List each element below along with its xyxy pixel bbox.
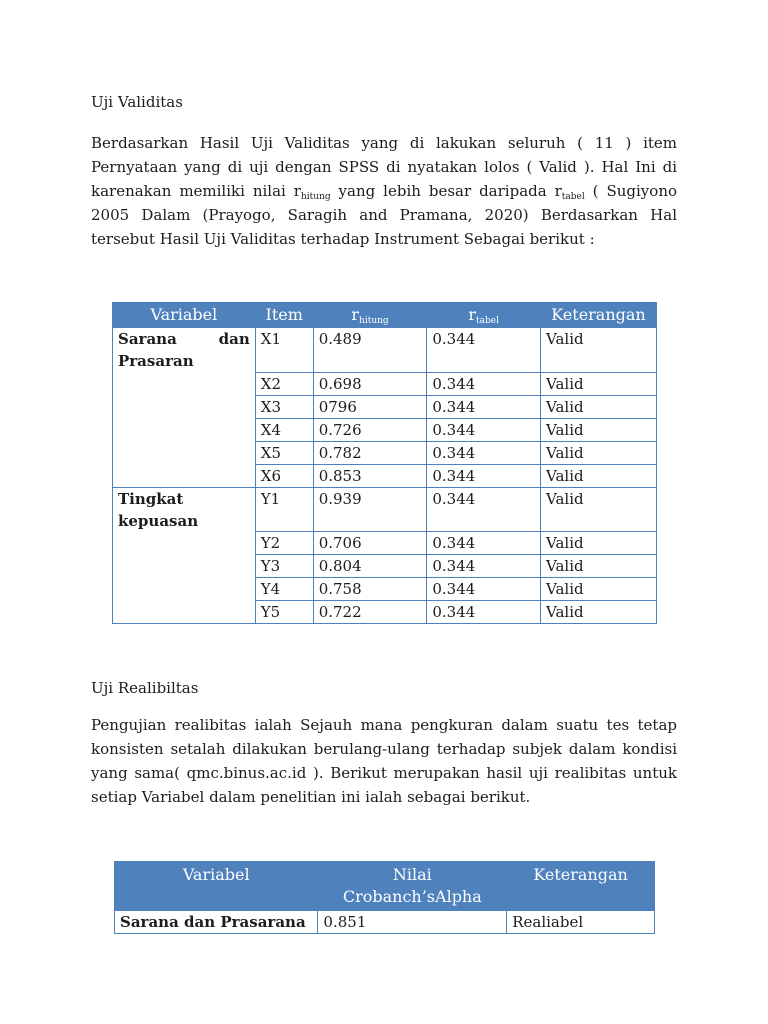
table-row (113, 578, 657, 601)
header-keterangan: Keterangan (541, 303, 657, 328)
r-hitung-cell: 0.782 (313, 441, 427, 464)
r-hitung-cell: 0.804 (313, 555, 427, 578)
paragraph-validitas (91, 131, 677, 251)
r-hitung-cell: 0.706 (313, 532, 427, 555)
validity-table-header (113, 303, 657, 328)
header-variabel: Variabel (113, 303, 256, 328)
keterangan-cell: Valid (541, 395, 657, 418)
r-hitung-subscript: hitung (300, 192, 331, 202)
r-tabel-cell: 0.344 (427, 464, 541, 487)
r-hitung-cell: 0.698 (313, 372, 427, 395)
table-row (113, 487, 657, 532)
table-row (113, 372, 657, 395)
variabel-cell-tingkat-kepuasan: Tingkat kepuasan (113, 487, 256, 532)
r-tabel-cell: 0.344 (427, 555, 541, 578)
table-row (113, 601, 657, 624)
r-hitung-cell: 0.939 (313, 487, 427, 532)
item-cell: Y2 (255, 532, 313, 555)
item-cell: X3 (255, 395, 313, 418)
reliability-table-header (115, 862, 655, 911)
header-nilai: Nilai Crobanch’sAlpha (318, 862, 507, 911)
keterangan-cell: Valid (541, 532, 657, 555)
item-cell: Y5 (255, 601, 313, 624)
item-cell: X4 (255, 418, 313, 441)
item-cell: Y1 (255, 487, 313, 532)
r-hitung-cell: 0.758 (313, 578, 427, 601)
r-tabel-subscript: tabel (561, 192, 585, 202)
keterangan-cell: Realiabel (507, 911, 655, 934)
r-tabel-cell: 0.344 (427, 487, 541, 532)
r-hitung-cell: 0.853 (313, 464, 427, 487)
reliability-table (114, 861, 655, 934)
r-tabel-cell: 0.344 (427, 372, 541, 395)
keterangan-cell: Valid (541, 372, 657, 395)
table-row (113, 395, 657, 418)
r-tabel-cell: 0.344 (427, 441, 541, 464)
table-row (113, 464, 657, 487)
item-cell: X2 (255, 372, 313, 395)
header-variabel: Variabel (115, 862, 318, 911)
keterangan-cell: Valid (541, 418, 657, 441)
item-cell: Y3 (255, 555, 313, 578)
r-hitung-cell: 0.722 (313, 601, 427, 624)
keterangan-cell: Valid (541, 555, 657, 578)
header-keterangan: Keterangan (507, 862, 655, 911)
section-heading-realibilitas: Uji Realibiltas (91, 679, 199, 697)
r-tabel-cell: 0.344 (427, 328, 541, 373)
r-tabel-cell: 0.344 (427, 578, 541, 601)
variabel-cell-sarana: Sarana dan Prasaran (113, 328, 256, 373)
keterangan-cell: Valid (541, 578, 657, 601)
header-item: Item (255, 303, 313, 328)
header-r-tabel: $r_{tabel}$ (427, 303, 541, 328)
item-cell: X5 (255, 441, 313, 464)
table-row (113, 418, 657, 441)
table-row (113, 532, 657, 555)
r-hitung-cell: 0.726 (313, 418, 427, 441)
section-heading-validitas: Uji Validitas (91, 93, 183, 111)
paragraph-validitas-text-1: Berdasarkan Hasil Uji Validitas yang di lakukan seluruh ( 11 ) item Pernyataan yang di uji dengan SPSS di nyatakan lolos ( Valid ). Hal Ini di karenakan memiliki nilai r (91, 134, 677, 200)
header-r-hitung: $r_{hitung}$ (313, 303, 427, 328)
paragraph-validitas-text-3: ( Sugiyono 2005 Dalam (Prayogo, Saragih and Pramana, 2020) Berdasarkan Hal tersebut Hasil Uji Validitas terhadap Instrument Sebagai berikut : (91, 182, 678, 248)
r-tabel-cell: 0.344 (427, 601, 541, 624)
r-hitung-cell: 0796 (313, 395, 427, 418)
paragraph-realibilitas: Pengujian realibitas ialah Sejauh mana pengkuran dalam suatu tes tetap konsisten setalah dilakukan berulang-ulang terhadap subjek dalam kondisi yang sama( qmc.binus.ac.id ). Berikut merupakan hasil uji realibitas untuk setiap Variabel dalam penelitian ini ialah sebagai berikut. (91, 716, 677, 806)
r-tabel-cell: 0.344 (427, 532, 541, 555)
item-cell: Y4 (255, 578, 313, 601)
table-row (113, 555, 657, 578)
paragraph-validitas-text-2: yang lebih besar daripada r (330, 182, 562, 200)
variabel-cell: Sarana dan Prasarana (115, 911, 318, 934)
validity-table (112, 302, 657, 624)
r-tabel-cell: 0.344 (427, 395, 541, 418)
nilai-cell: 0.851 (318, 911, 507, 934)
keterangan-cell: Valid (541, 441, 657, 464)
table-row (113, 328, 657, 373)
keterangan-cell: Valid (541, 601, 657, 624)
keterangan-cell: Valid (541, 328, 657, 373)
table-row (115, 911, 655, 934)
keterangan-cell: Valid (541, 487, 657, 532)
item-cell: X6 (255, 464, 313, 487)
r-hitung-cell: 0.489 (313, 328, 427, 373)
table-row (113, 441, 657, 464)
keterangan-cell: Valid (541, 464, 657, 487)
r-tabel-cell: 0.344 (427, 418, 541, 441)
item-cell: X1 (255, 328, 313, 373)
